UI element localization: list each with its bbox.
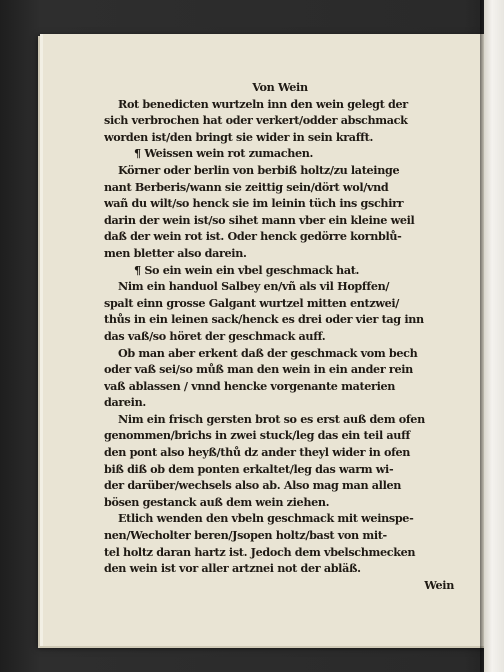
text-line: vaß ablassen / vnnd hencke vorgenante materien — [104, 378, 396, 393]
text-line: spalt einn grosse Galgant wurtzel mitten entzwei/ — [104, 295, 400, 310]
text-line: Etlich wenden den vbeln geschmack mit weinspe- — [118, 511, 414, 526]
text-line: men bletter also darein. — [104, 245, 247, 260]
section-heading: ¶ So ein wein ein vbel geschmack hat. — [134, 262, 360, 277]
text-line: das vaß/so höret der geschmack auff. — [104, 328, 326, 343]
page-text — [104, 79, 456, 593]
text-line: den wein ist vor aller artznei not der abläß. — [104, 561, 361, 576]
text-line: den pont also heyß/thů dz ander theyl wider in ofen — [104, 445, 411, 460]
text-line: tel holtz daran hartz ist. Jedoch dem vbelschmecken — [104, 544, 416, 559]
text-line: bösen gestanck auß dem wein ziehen. — [104, 494, 330, 509]
text-line: wañ du wilt/so henck sie im leinin tüch ins gschirr — [104, 196, 404, 211]
text-line: darein. — [104, 395, 146, 410]
text-line: Ob man aber erkent daß der geschmack vom bech — [118, 345, 418, 360]
text-line: Rot benedicten wurtzeln inn den wein gelegt der — [118, 96, 408, 111]
text-line: biß diß ob dem ponten erkaltet/leg das warm wi- — [104, 461, 394, 476]
text-line: nen/Wecholter beren/Jsopen holtz/bast von mit- — [104, 528, 387, 543]
text-line: Körner oder berlin von berbiß holtz/zu lateinge — [118, 162, 400, 177]
text-line: daß der wein rot ist. Oder henck gedörre kornblů- — [104, 229, 402, 244]
catchword: Wein — [424, 577, 454, 592]
text-line: Nim ein handuol Salbey en/vñ als vil Hopffen/ — [118, 279, 390, 294]
text-line: thůs in ein leinen sack/henck es drei oder vier tag inn — [104, 312, 424, 327]
text-line: nant Berberis/wann sie zeittig sein/dört wol/vnd — [104, 179, 389, 194]
text-line: Nim ein frisch gersten brot so es erst auß dem ofen — [118, 411, 425, 426]
text-line: worden ist/den bringt sie wider in sein krafft. — [104, 129, 373, 144]
running-head: Von Wein — [252, 80, 308, 94]
text-line: genommen/brichs in zwei stuck/leg das ein teil auff — [104, 428, 411, 443]
text-line: sich verbrochen hat oder verkert/odder abschmack — [104, 113, 408, 128]
text-line: der darüber/wechsels also ab. Also mag man allen — [104, 478, 402, 493]
text-lines — [104, 96, 456, 577]
text-line: oder vaß sei/so můß man den wein in ein ander rein — [104, 362, 413, 377]
text-line: darin der wein ist/so sihet mann vber ein kleine weil — [104, 212, 415, 227]
section-heading: ¶ Weissen wein rot zumachen. — [134, 146, 314, 161]
facing-page-edge — [484, 0, 504, 672]
